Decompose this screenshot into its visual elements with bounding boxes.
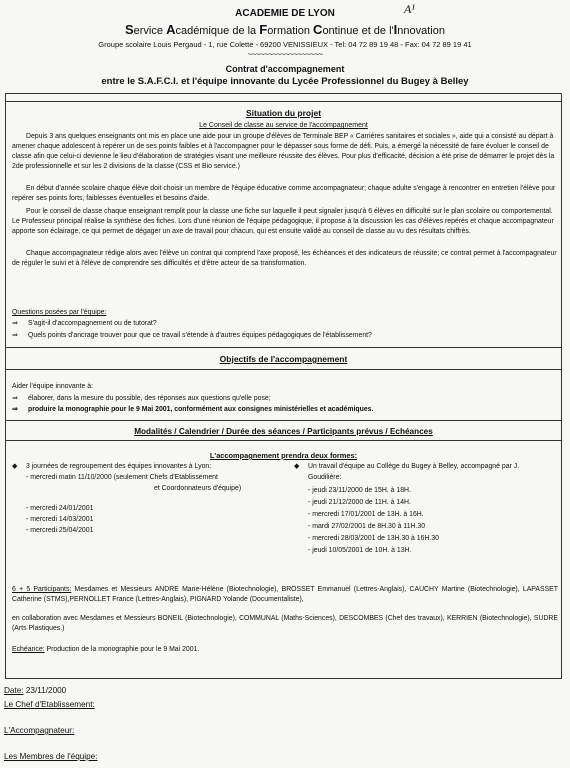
chef-etablissement-text: Le Chef d'Etablissement:	[4, 700, 95, 709]
schedule-line: - mercredi 24/01/2001	[26, 505, 94, 512]
objectif-text: élaborer, dans la mesure du possible, des réponses aux questions qu'elle pose;	[28, 395, 271, 402]
schedule-line: - jeudi 23/11/2000 de 15H. à 18H.	[308, 487, 411, 494]
objectif-item	[12, 394, 271, 404]
schedule-line: - mercredi 25/04/2001	[26, 527, 94, 534]
situation-title: Situation du projet	[245, 108, 322, 118]
handwritten-annotation: A¹	[404, 2, 415, 16]
modalites-title: Modalités / Calendrier / Durée des séances / Participants prévus / Echéances	[134, 427, 433, 436]
objectif-text: produire la monographie pour le 9 Mai 2001, conformément aux consignes ministérielles et académiques.	[28, 406, 374, 413]
address-line: Groupe scolaire Louis Pergaud - 1, rue Colette - 69200 VENISSIEUX - Tel: 04 72 89 19 48 - Fax: 04 72 89 19 41	[98, 40, 472, 49]
accompagnateur-text: L'Accompagnateur:	[4, 726, 75, 735]
section-rule	[6, 440, 561, 441]
left-column-heading	[12, 462, 211, 472]
situation-paragraph-1: Depuis 3 ans quelques enseignants ont mis en place une aide pour un groupe d'élèves de Terminale BEP « Carrières sanitaires et sociales », aide qui a consisté au départ à amener chaque adolescent à repérer un de ses points faibles et à l'accompagner pour le dépasser sous forme de défi. Puis, a émergé la nécessité de faire évoluer le conseil de classe afin que celui-ci devienne le lieu d'élaboration de stratégies visant une meilleure réussite des élèves. Pour plus d'efficacité, décision a été prise de démarrer le projet dès la 2de professionnelle et sur les 2 divisions de la classe (CSS et Bio service.)	[12, 133, 555, 171]
participants-paragraph	[12, 585, 558, 605]
service-cap-3: F	[259, 22, 268, 37]
service-word-5: nnovation	[397, 25, 445, 37]
diamond-bullet-icon: ◆	[12, 463, 18, 470]
schedule-line: - jeudi 10/05/2001 de 10H. à 13H.	[308, 547, 412, 554]
section-rule	[6, 420, 561, 421]
service-cap-2: A	[166, 22, 176, 37]
echeance-line	[12, 645, 199, 655]
situation-paragraph-4: Chaque accompagnateur rédige alors avec l'élève un contrat qui comprend l'axe proposé, les échéances et des indicateurs de réussite; ce contrat permet à l'accompagnateur de réguler le suivi et à l'élève de comprendre ses difficultés et d'être acteur de sa transformation.	[12, 250, 557, 268]
service-cap-4: C	[313, 22, 323, 37]
right-heading-continuation: Goudilière:	[308, 474, 342, 481]
academy-title: ACADEMIE DE LYON	[235, 8, 335, 19]
schedule-line: et Coordonnateurs d'équipe)	[154, 485, 242, 492]
echeance-text: Production de la monographie pour le 9 Mai 2001.	[46, 646, 200, 653]
accompagnateur-label	[4, 726, 74, 735]
collaboration-paragraph: en collaboration avec Mesdames et Messieurs BONEIL (Biotechnologie), COMMUNAL (Maths-Sciences), DESCOMBES (Chef des travaux), KERRIEN (Biotechnologie), SUDRE (Arts Plastiques.)	[12, 615, 558, 633]
schedule-line: - mercredi 14/03/2001	[26, 516, 94, 523]
arrow-right-icon: ⇒	[12, 406, 18, 413]
situation-paragraph-2: En début d'année scolaire chaque élève doit choisir un membre de l'équipe éducative comme accompagnateur; chaque adulte s'engage à rencontrer en entretien l'élève pour repérer ses points forts, faiblesses éventuelles et besoins d'aide.	[12, 185, 556, 203]
schedule-line: - mercredi 28/03/2001 de 13H.30 à 16H.30	[308, 535, 440, 542]
question-text: S'agit-il d'accompagnement ou de tutorat?	[28, 320, 157, 327]
modalites-subtitle: L'accompagnement prendra deux formes:	[209, 451, 358, 460]
schedule-line: - mercredi 17/01/2001 de 13H. à 16H.	[308, 511, 424, 518]
membres-equipe-text: Les Membres de l'équipe:	[4, 752, 98, 761]
objectif-item	[12, 405, 373, 415]
right-column-heading	[294, 462, 519, 472]
service-name	[0, 22, 570, 37]
right-heading-text: Un travail d'équipe au Collège du Bugey à Belley, accompagné par J.	[308, 463, 520, 470]
contract-parties: entre le S.A.F.C.I. et l'équipe innovante du Lycée Professionnel du Bugey à Belley	[101, 76, 469, 87]
question-text: Quels points d'ancrage trouver pour que ce travail s'étende à d'autres équipes pédagogiques de l'établissement?	[28, 332, 372, 339]
service-word-4: ontinue et de l'	[322, 25, 394, 37]
contract-body-box	[5, 93, 562, 679]
questions-label: Questions posées par l'équipe:	[12, 309, 107, 316]
contract-title: Contrat d'accompagnement	[225, 64, 345, 74]
section-rule	[6, 347, 561, 348]
decorative-tilde-line: ~~~~~~~~~~~~~~~~~~	[247, 50, 323, 59]
objectifs-intro: Aider l'équipe innovante à:	[12, 383, 93, 390]
arrow-right-icon: ⇒	[12, 395, 18, 402]
section-rule	[6, 369, 561, 370]
top-rule	[6, 101, 561, 102]
schedule-line: - mardi 27/02/2001 de 8H.30 à 11H.30	[308, 523, 426, 530]
objectifs-title: Objectifs de l'accompagnement	[219, 354, 348, 364]
arrow-right-icon: ⇒	[12, 332, 18, 339]
service-word-3: ormation	[267, 25, 314, 37]
left-heading-text: 3 journées de regroupement des équipes innovantes à Lyon:	[26, 463, 212, 470]
service-word-1: ervice	[133, 25, 167, 37]
participants-text: Mesdames et Messieurs ANDRE Marie-Hélène (Biotechnologie), BROSSET Emmanuel (Lettres-Anglais), CAUCHY Martine (Biotechnologie), LAPASSET Catherine (STMS),PERNOLLET France (Lettres-Anglais), PIGNARD Yolande (Documentaliste),	[12, 586, 558, 604]
date-value: 23/11/2000	[25, 686, 67, 695]
participants-label: 6 + 5 Participants:	[12, 586, 72, 593]
situation-subtitle: Le Conseil de classe au service de l'accompagnement	[199, 122, 368, 129]
service-cap-5: I	[393, 22, 398, 37]
schedule-line: - jeudi 21/12/2000 de 11H. à 14H.	[308, 499, 411, 506]
question-item	[12, 319, 157, 329]
date-label: Date:	[4, 686, 24, 695]
question-item	[12, 331, 372, 341]
arrow-right-icon: ⇒	[12, 320, 18, 327]
situation-paragraph-3: Pour le conseil de classe chaque enseignant remplit pour la classe une fiche sur laquelle il peut signaler jusqu'à 6 élèves en difficulté sur le plan scolaire ou comportemental. Le Professeur principal réalise la synthèse des fiches. Lors d'une réunion de l'équipe pédagogique, il propose à la discussion les cas d'élèves repérés et chaque accompagnateur apporte son éclairage, ce qui permet de dégager un axe de travail pour chacun, qui est ensuite validé au conseil de classe au vu des résultats chiffrés.	[12, 208, 554, 236]
service-word-2: cadémique de la	[175, 25, 260, 37]
service-cap-1: S	[124, 22, 134, 37]
echeance-label: Echéance:	[12, 646, 45, 653]
membres-equipe-label	[4, 752, 98, 761]
schedule-line: - mercredi matin 11/10/2000 (seulement Chefs d'Etablissement	[26, 474, 218, 481]
diamond-bullet-icon: ◆	[294, 463, 300, 470]
chef-etablissement-label	[4, 700, 95, 709]
date-line	[4, 686, 66, 695]
